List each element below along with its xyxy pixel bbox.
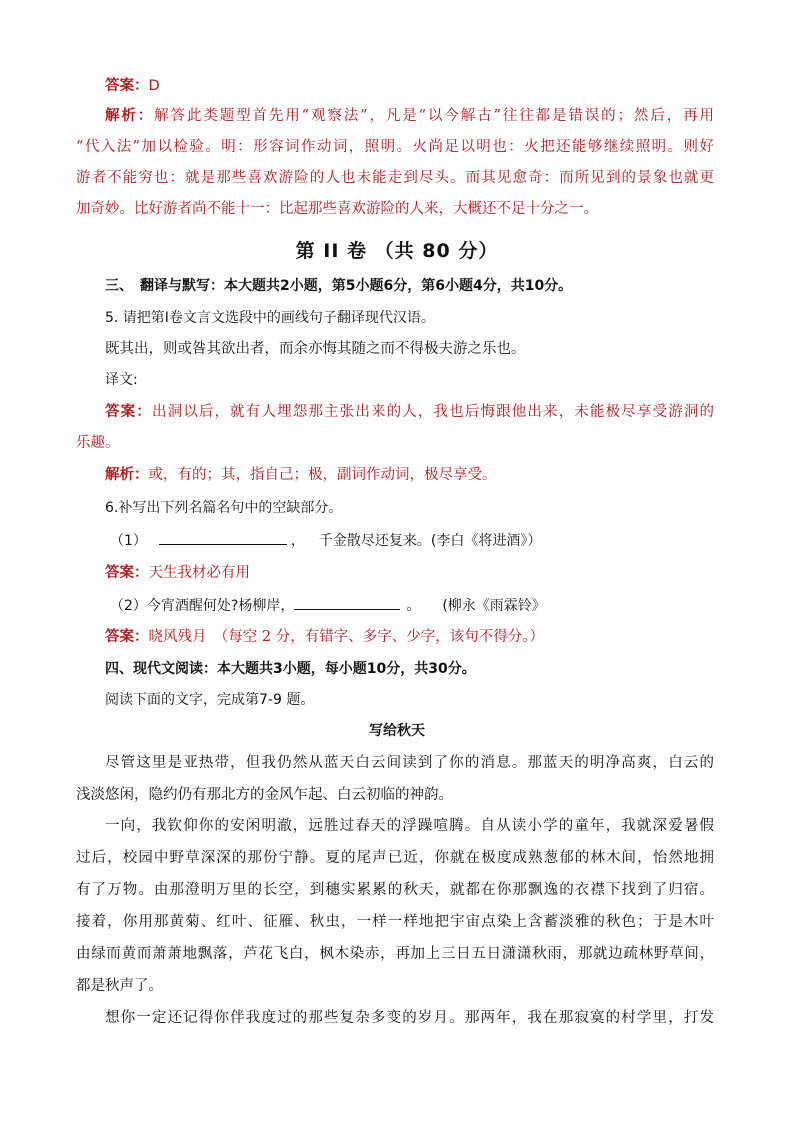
translation-label: 译文: [105,372,138,388]
q5-answer-line-1 [105,402,714,422]
essay-p3-line-1: 想你一定还记得你伴我度过的那些复杂多变的岁月。那两年，我在那寂寞的村学里，打发 [105,1010,714,1026]
answer-label: 答案： [105,78,149,94]
item-end: 。 [406,598,421,614]
answer-text: 晓风残月 （每空 2 分，有错字、多字、少字，该句不得分。） [148,629,544,645]
item-number: （1） [110,533,147,549]
question-5-sentence: 既其出，则或咎其欲出者，而余亦悔其随之而不得极夫游之乐也。 [105,341,526,357]
question-6-item-1 [110,530,714,551]
question-5-stem: 5. 请把第Ⅰ卷文言文选段中的画线句子翻译现代汉语。 [105,310,435,326]
q5-analysis-line [105,465,714,485]
part4-heading: 四、现代文阅读：本大题共3小题，每小题10分，共30分。 [105,661,476,677]
analysis-line-2: “代入法”加以检验。明：形容词作动词，照明。火尚足以明也：火把还能够继续照明。则好 [76,139,714,155]
analysis-text: 解答此类题型首先用“观察法”，凡是“以今解古”往往都是错误的；然后，再用 [154,108,714,124]
answer-blank[interactable] [294,595,400,610]
item-comma: ， [290,533,305,549]
essay-p2-line-2: 过后，校园中野草深深的那份宁静。夏的尾声已近，你就在极度成熟葱郁的林木间，怡然地拥 [76,850,714,866]
answer-line [105,76,714,96]
section-title: 第 II 卷 （共 80 分） [295,240,499,262]
analysis-line-1 [105,106,714,126]
essay-title: 写给秋天 [369,723,425,739]
analysis-line-3: 游者不能穷也：就是那些喜欢游险的人也未能走到尽头。而其见愈奇：而所见到的景象也就更 [76,170,714,186]
part3-heading: 三、 翻译与默写：本大题共2小题，第5小题6分，第6小题4分，共10分。 [105,278,573,294]
answer-label: 答案： [105,629,149,645]
essay-p2-line-5: 由绿而黄而萧萧地飘落，芦花飞白，枫木染赤，再加上三日五日潇潇秋雨，那就边疏林野草间， [76,946,714,962]
essay-p2-line-4: 接着，你用那黄菊、红叶、征雁、秋虫，一样一样地把宇宙点染上含蓄淡雅的秋色；于是木叶 [76,914,714,930]
reading-instruction: 阅读下面的文字，完成第7-9 题。 [105,692,315,708]
item-source: (柳永《雨霖铃》 [442,598,546,614]
answer-text: 出洞以后，就有人埋怨那主张出来的人，我也后悔跟他出来，未能极尽享受游洞的 [151,404,714,420]
analysis-line-4: 加奇妙。比好游者尚不能十一：比起那些喜欢游险的人来，大概还不足十分之一。 [76,201,598,217]
question-6-stem: 6.补写出下列名篇名句中的空缺部分。 [105,500,343,516]
answer-value: D [148,78,160,94]
answer-label: 答案： [105,404,152,420]
question-6-item-2 [110,595,714,616]
item-text: （2）今宵酒醒何处?杨柳岸， [110,598,295,614]
essay-p2-line-1: 一向，我钦仰你的安闲明澈，远胜过春天的浮躁喧腾。自从读小学的童年，我就深爱暑假 [105,818,714,834]
analysis-text: 或，有的；其，指自己；极，副词作动词，极尽享受。 [148,467,497,483]
q6-answer-1 [105,563,714,583]
analysis-label: 解析： [105,108,155,124]
analysis-label: 解析： [105,467,149,483]
answer-blank[interactable] [159,530,287,545]
item-text: 千金散尽还复来。(李白《将进酒》） [318,533,542,549]
answer-text: 天生我材必有用 [148,565,250,581]
q6-answer-2 [105,627,714,647]
essay-p1-line-1: 尽管这里是亚热带，但我仍然从蓝天白云间读到了你的消息。那蓝天的明净高爽，白云的 [105,755,714,771]
essay-p2-line-6: 都是秋声了。 [76,978,163,994]
essay-p1-line-2: 浅淡悠闲，隐约仍有那北方的金风乍起、白云初临的神韵。 [76,787,453,803]
essay-p2-line-3: 有了万物。由那澄明万里的长空，到穗实累累的秋天，就都在你那飘逸的衣襟下找到了归宿。 [76,882,714,898]
q5-answer-line-2: 乐趣。 [76,435,120,451]
answer-label: 答案： [105,565,149,581]
